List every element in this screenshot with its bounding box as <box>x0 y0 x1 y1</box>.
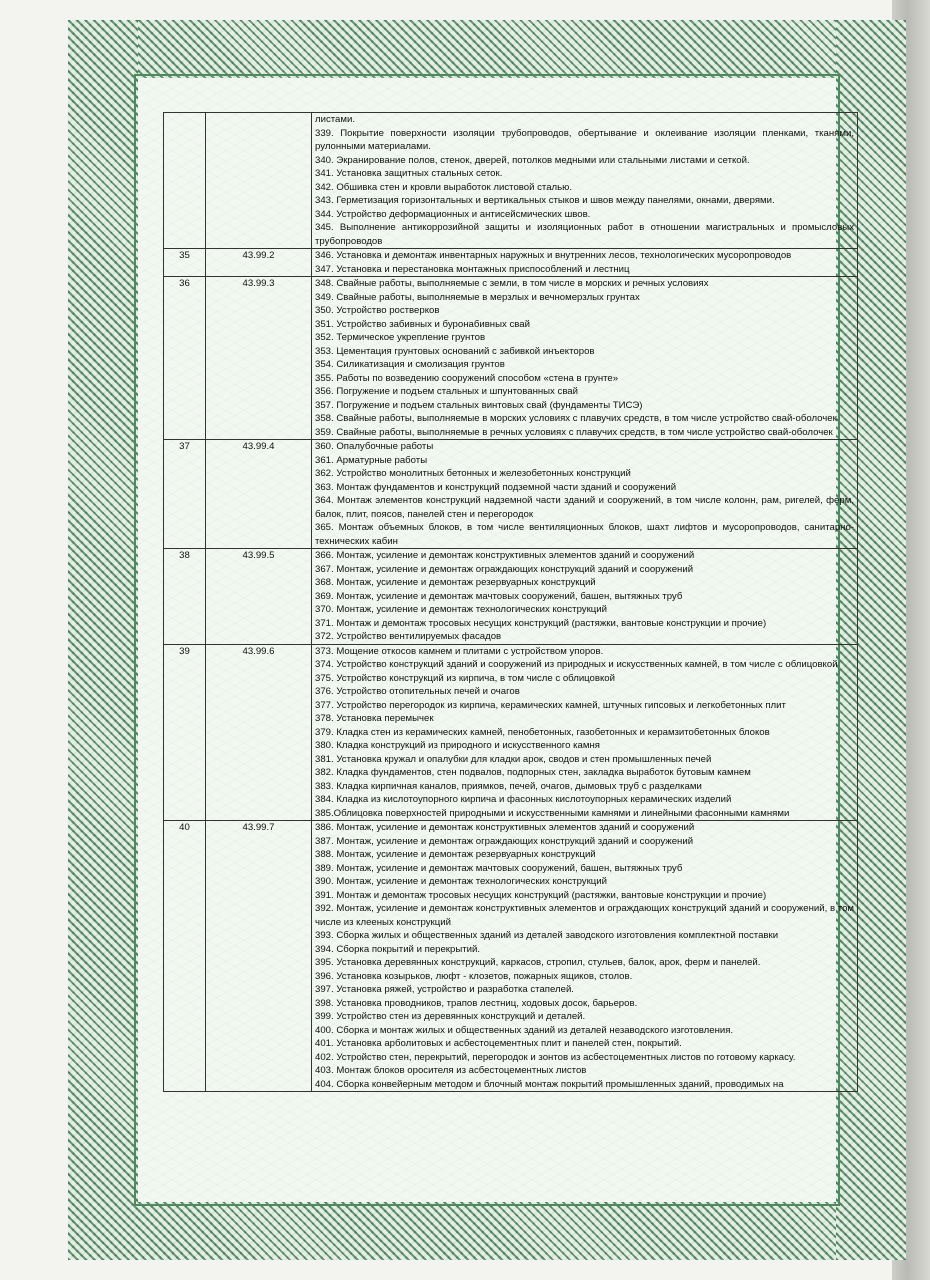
table-row <box>164 249 858 277</box>
work-item: 359. Свайные работы, выполняемые в речных условиях с плавучих средств, в том числе устройство свай-оболочек <box>315 426 833 438</box>
work-item: 374. Устройство конструкций зданий и сооружений из природных и искусственных камней, в том числе с облицовкой <box>315 659 838 670</box>
works-description <box>312 821 858 1092</box>
work-item: 381. Установка кружал и опалубки для кладки арок, сводов и стен промышленных печей <box>315 753 712 765</box>
okved-code: 43.99.4 <box>206 440 312 549</box>
work-item: 342. Обшивка стен и кровли выработок листовой сталью. <box>315 181 572 193</box>
work-item: 360. Опалубочные работы <box>315 441 434 452</box>
work-item: 397. Установка ряжей, устройство и разработка стапелей. <box>315 984 574 995</box>
work-item: 352. Термическое укрепление грунтов <box>315 332 486 343</box>
work-item: 387. Монтаж, усиление и демонтаж ограждающих конструкций зданий и сооружений <box>315 835 694 847</box>
works-description <box>312 113 858 249</box>
table-row <box>164 277 858 440</box>
work-item: 389. Монтаж, усиление и демонтаж мачтовых сооружений, башен, вытяжных труб <box>315 862 683 874</box>
work-item: 403. Монтаж блоков оросителя из асбестоцементных листов <box>315 1065 587 1076</box>
work-item: 348. Свайные работы, выполняемые с земли, в том числе в морских и речных условиях <box>315 278 709 289</box>
work-item: 364. Монтаж элементов конструкций надземной части зданий и сооружений, в том числе колонн, рам, ригелей, ферм, балок, плит, поясов, панелей стен и перегородок <box>315 495 854 520</box>
works-description <box>312 277 858 440</box>
work-item: 346. Установка и демонтаж инвентарных наружных и внутренних лесов, технологических мусоропроводов <box>315 250 792 261</box>
work-item: 379. Кладка стен из керамических камней, пенобетонных, газобетонных и керамзитобетонных блоков <box>315 726 770 738</box>
work-item: 361. Арматурные работы <box>315 454 428 466</box>
table-row <box>164 821 858 1092</box>
work-item: 378. Установка перемычек <box>315 713 434 724</box>
row-number: 39 <box>164 644 206 821</box>
table-row <box>164 440 858 549</box>
works-description <box>312 644 858 821</box>
work-item: 384. Кладка из кислотоупорного кирпича и фасонных кислотоупорных керамических изделий <box>315 794 732 805</box>
work-item: 404. Сборка конвейерным методом и блочный монтаж покрытий промышленных зданий, проводимых на <box>315 1078 784 1090</box>
work-item: 392. Монтаж, усиление и демонтаж конструктивных элементов и ограждающих конструкций зданий и сооружений, в том числе из клееных конструкций <box>315 903 854 928</box>
works-table <box>163 112 858 1092</box>
work-item: 394. Сборка покрытий и перекрытий. <box>315 943 481 955</box>
work-item: 355. Работы по возведению сооружений способом «стена в грунте» <box>315 372 619 384</box>
work-item: 398. Установка проводников, трапов лестниц, ходовых досок, барьеров. <box>315 997 638 1009</box>
works-table-body <box>164 113 858 1092</box>
work-item: 363. Монтаж фундаментов и конструкций подземной части зданий и сооружений <box>315 481 677 493</box>
work-item: 350. Устройство ростверков <box>315 305 440 316</box>
work-item: 395. Установка деревянных конструкций, каркасов, стропил, стульев, балок, арок, ферм и панелей. <box>315 957 761 968</box>
work-item: 340. Экранирование полов, стенок, дверей, потолков медными или стальными листами и сеткой. <box>315 154 750 166</box>
row-number: 37 <box>164 440 206 549</box>
work-item: 376. Устройство отопительных печей и очагов <box>315 686 520 697</box>
work-item: 396. Установка козырьков, люфт - клозетов, пожарных ящиков, столов. <box>315 970 633 982</box>
work-item: 386. Монтаж, усиление и демонтаж конструктивных элементов зданий и сооружений <box>315 822 695 833</box>
row-number: 38 <box>164 549 206 645</box>
okved-code: 43.99.7 <box>206 821 312 1092</box>
table-row <box>164 644 858 821</box>
work-item: 380. Кладка конструкций из природного и искусственного камня <box>315 740 600 751</box>
row-number: 40 <box>164 821 206 1092</box>
work-item: 353. Цементация грунтовых оснований с забивкой инъекторов <box>315 345 595 357</box>
work-item: 367. Монтаж, усиление и демонтаж ограждающих конструкций зданий и сооружений <box>315 563 694 575</box>
work-item: 341. Установка защитных стальных сеток. <box>315 168 503 179</box>
work-item: 399. Устройство стен из деревянных конструкций и деталей. <box>315 1011 586 1022</box>
row-number: 35 <box>164 249 206 277</box>
ornamental-border-bottom <box>68 1202 906 1260</box>
okved-code: 43.99.6 <box>206 644 312 821</box>
work-item: 370. Монтаж, усиление и демонтаж технологических конструкций <box>315 604 608 615</box>
work-item: 339. Покрытие поверхности изоляции трубопроводов, обертывание и оклеивание изоляции пленками, тканями, рулонными материалами. <box>315 127 854 152</box>
work-item: 377. Устройство перегородок из кирпича, керамических камней, штучных гипсовых и легкобетонных плит <box>315 699 786 711</box>
work-item: 369. Монтаж, усиление и демонтаж мачтовых сооружений, башен, вытяжных труб <box>315 590 683 602</box>
work-item: 375. Устройство конструкций из кирпича, в том числе с облицовкой <box>315 672 615 684</box>
work-item: 362. Устройство монолитных бетонных и железобетонных конструкций <box>315 468 631 479</box>
work-item: 368. Монтаж, усиление и демонтаж резервуарных конструкций <box>315 577 596 588</box>
row-number <box>164 113 206 249</box>
table-row <box>164 113 858 249</box>
work-item: 356. Погружение и подъем стальных и шпунтованных свай <box>315 386 578 397</box>
work-item: 349. Свайные работы, выполняемые в мерзлых и вечномерзлых грунтах <box>315 291 640 303</box>
okved-code: 43.99.3 <box>206 277 312 440</box>
works-description <box>312 249 858 277</box>
table-row <box>164 549 858 645</box>
work-item: 358. Свайные работы, выполняемые в морских условиях с плавучих средств, в том числе устройство свай-оболочек <box>315 413 837 424</box>
work-item: 345. Выполнение антикоррозийной защиты и изоляционных работ в отношении магистральных и промысловых трубопроводов <box>315 222 854 247</box>
work-item: 373. Мощение откосов камнем и плитами с устройством упоров. <box>315 645 604 657</box>
work-item: 344. Устройство деформационных и антисейсмических швов. <box>315 208 591 220</box>
work-item: 354. Силикатизация и смолизация грунтов <box>315 359 505 370</box>
work-item: 351. Устройство забивных и буронабивных свай <box>315 318 530 330</box>
work-item: 391. Монтаж и демонтаж тросовых несущих конструкций (растяжки, вантовые конструкции и прочие) <box>315 889 767 901</box>
work-item: 365. Монтаж объемных блоков, в том числе вентиляционных блоков, шахт лифтов и мусоропроводов, санитарно-технических кабин <box>315 522 854 547</box>
work-item: 402. Устройство стен, перекрытий, перегородок и зонтов из асбестоцементных листов по готовому каркасу. <box>315 1051 796 1063</box>
work-item: 393. Сборка жилых и общественных зданий из деталей заводского изготовления комплектной поставки <box>315 930 779 941</box>
work-item: 401. Установка арболитовых и асбестоцементных плит и панелей стен, покрытий. <box>315 1038 682 1049</box>
work-item: 371. Монтаж и демонтаж тросовых несущих конструкций (растяжки, вантовые конструкции и прочие) <box>315 617 767 629</box>
work-item: 388. Монтаж, усиление и демонтаж резервуарных конструкций <box>315 849 596 860</box>
work-item: 390. Монтаж, усиление и демонтаж технологических конструкций <box>315 876 608 887</box>
work-item: 372. Устройство вентилируемых фасадов <box>315 631 502 642</box>
ornamental-border-left <box>68 20 138 1260</box>
work-item: листами. <box>315 114 355 125</box>
work-item: 366. Монтаж, усиление и демонтаж конструктивных элементов зданий и сооружений <box>315 550 695 561</box>
works-description <box>312 549 858 645</box>
work-item: 382. Кладка фундаментов, стен подвалов, подпорных стен, закладка выработок бутовым камнем <box>315 767 751 778</box>
work-item: 385.Облицовка поверхностей природными и искусственными камнями и линейными фасонными камнями <box>315 807 790 819</box>
works-description <box>312 440 858 549</box>
work-item: 347. Установка и перестановка монтажных приспособлений и лестниц <box>315 263 630 275</box>
work-item: 383. Кладка кирпичная каналов, приямков, печей, очагов, дымовых труб с разделками <box>315 780 702 792</box>
work-item: 357. Погружение и подъем стальных винтовых свай (фундаменты ТИСЭ) <box>315 399 643 411</box>
work-item: 400. Сборка и монтаж жилых и общественных зданий из деталей незаводского изготовления. <box>315 1024 734 1036</box>
okved-code <box>206 113 312 249</box>
okved-code: 43.99.5 <box>206 549 312 645</box>
okved-code: 43.99.2 <box>206 249 312 277</box>
work-item: 343. Герметизация горизонтальных и вертикальных стыков и швов между панелями, окнами, дверями. <box>315 195 775 206</box>
row-number: 36 <box>164 277 206 440</box>
ornamental-border-top <box>68 20 906 78</box>
